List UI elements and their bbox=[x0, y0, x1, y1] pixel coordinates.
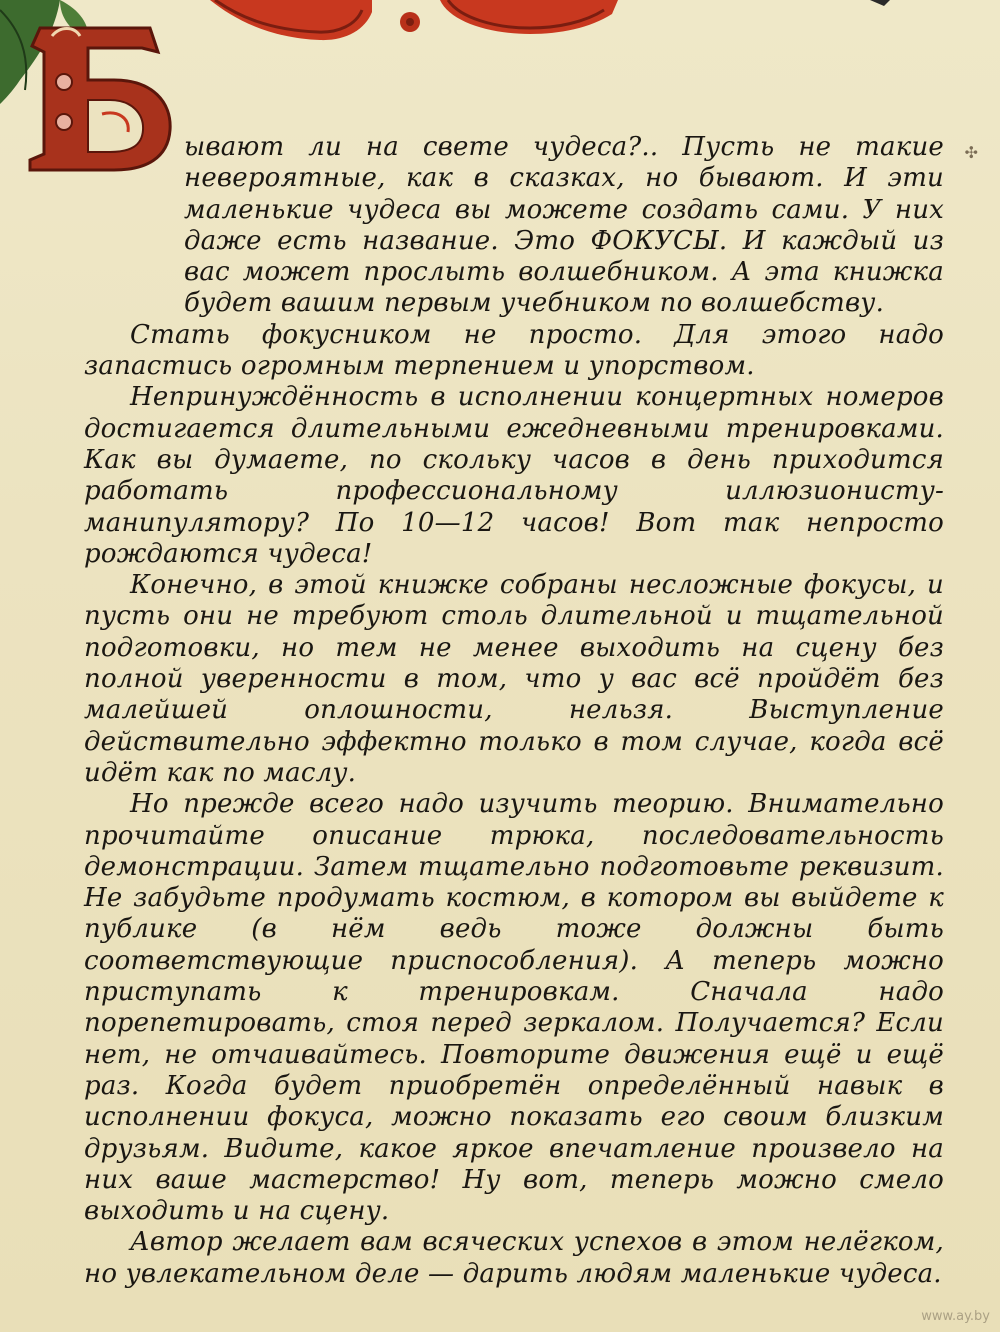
paragraph-2: Стать фокусником не просто. Для этого надо запастись огромным терпением и упорством. bbox=[84, 319, 944, 382]
paragraph-4: Конечно, в этой книжке собраны несложные фокусы, и пусть они не требуют столь длительной и тщательной подготовки, но тем не менее выходить на сцену без полной уверенности в том, что у вас всё пройдёт без малейшей оплошности, нельзя. Выступление действительно эффектно только в том случае, когда всё идёт как по маслу. bbox=[84, 570, 944, 788]
paragraph-3: Непринуждённость в исполнении концертных номеров достигается длительными ежедневными тренировками. Как вы думаете, по скольку часов в день приходится работать профессиональному иллюзионисту-манипулятору? По 10—12 часов! Вот так непросто рождаются чудеса! bbox=[84, 382, 944, 569]
body-text bbox=[84, 132, 944, 1290]
watermark: www.ay.by bbox=[921, 1309, 990, 1324]
margin-mark: ✣ bbox=[964, 143, 978, 162]
paragraph-5: Но прежде всего надо изучить теорию. Внимательно прочитайте описание трюка, последовательность демонстрации. Затем тщательно подготовьте реквизит. Не забудьте продумать костюм, в котором вы выйдете к публике (в нём ведь тоже должны быть соответствующие приспособления). А теперь можно приступать к тренировкам. Сначала надо порепетировать, стоя перед зеркалом. Получается? Если нет, не отчаивайтесь. Повторите движения ещё и ещё раз. Когда будет приобретён определённый навык в исполнении фокуса, можно показать его своим близким друзьям. Видите, какое яркое впечатление произвело на них ваше мастерство! Ну вот, теперь можно смело выходить и на сцену. bbox=[84, 789, 944, 1227]
paragraph-6: Автор желает вам всяческих успехов в этом нелёгком, но увлекательном деле — дарить людям маленькие чудеса. bbox=[84, 1227, 944, 1289]
paragraph-1: ывают ли на свете чудеса?.. Пусть не такие невероятные, как в сказках, но бывают. И эти маленькие чудеса вы можете создать сами. У них даже есть название. Это ФОКУСЫ. И каждый из вас может прослыть волшебником. А эта книжка будет вашим первым учебником по волшебству. bbox=[184, 132, 944, 319]
